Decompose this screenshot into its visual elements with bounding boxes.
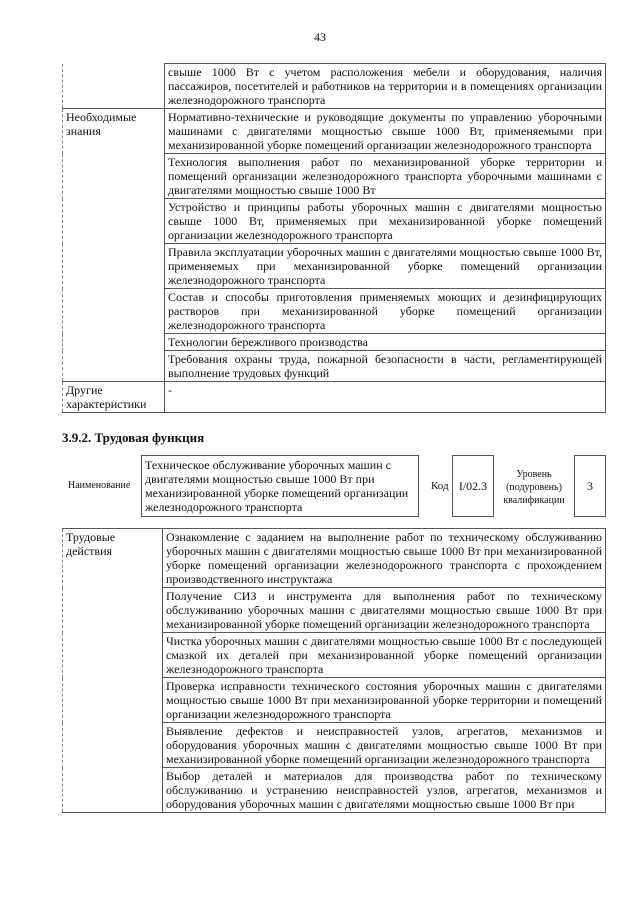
other-label: Другие характеристики [63, 382, 165, 413]
table-cell: свыше 1000 Вт с учетом расположения мебели и оборудования, наличия пассажиров, посетителей и работников на территории и в помещениях организации железнодорожного транспорта [165, 64, 606, 109]
table-cell: Проверка исправности технического состояния уборочных машин с двигателями мощностью свыше 1000 Вт при механизированной уборке территории и помещений организации железнодорожного транспорта [163, 678, 606, 723]
knowledge-table [62, 63, 606, 413]
name-label: Наименование [68, 480, 131, 491]
table-cell: Ознакомление с заданием на выполнение работ по техническому обслуживанию уборочных машин с двигателями мощностью свыше 1000 Вт при механизированной уборке помещений организации железнодорожного транспорта с прохождением производственного инструктажа [163, 529, 606, 588]
table-cell: Нормативно-технические и руководящие документы по управлению уборочными машинами с двигателями мощностью свыше 1000 Вт, применяемыми при механизированной уборке помещений организации железнодорожного транспорта [165, 109, 606, 154]
section-title: 3.9.2. Трудовая функция [62, 430, 205, 445]
level-label: Уровень (подуровень) квалификации [503, 469, 565, 506]
table-row [63, 382, 606, 413]
name-value: Техническое обслуживание уборочных машин с двигателями мощностью свыше 1000 Вт при механизированной уборке помещений организации железнодорожного транспорта [141, 455, 419, 517]
actions-label: Трудовые действия [63, 529, 163, 813]
table-cell: Требования охраны труда, пожарной безопасности в части, регламентирующей выполнение трудовых функций [165, 351, 606, 382]
table-cell: Чистка уборочных машин с двигателями мощностью свыше 1000 Вт с последующей смазкой их деталей при механизированной уборке помещений организации железнодорожного транспорта [163, 633, 606, 678]
page-number: 43 [314, 30, 326, 44]
table-row [63, 529, 606, 588]
table-cell: Технология выполнения работ по механизированной уборке территории и помещений организации железнодорожного транспорта уборочными машинами с двигателями мощностью свыше 1000 Вт [165, 154, 606, 199]
table-cell: Выбор деталей и материалов для производства работ по техническому обслуживанию и устранению неисправностей узлов, агрегатов, механизмов и оборудования уборочных машин с двигателями мощностью свыше 1000 Вт при [163, 768, 606, 813]
level-value: 3 [574, 455, 606, 517]
table-cell: Устройство и принципы работы уборочных машин с двигателями мощностью свыше 1000 Вт, применяемых при механизированной уборке помещений организации железнодорожного транспорта [165, 199, 606, 244]
table-row [63, 109, 606, 154]
table-cell: Получение СИЗ и инструмента для выполнения работ по техническому обслуживанию уборочных машин с двигателями мощностью свыше 1000 Вт при механизированной уборке помещений организации железнодорожного транспорта [163, 588, 606, 633]
knowledge-label: Необходимые знания [63, 109, 165, 382]
table-row [63, 64, 606, 109]
table-cell: Состав и способы приготовления применяемых моющих и дезинфицирующих растворов при механизированной уборке помещений организации железнодорожного транспорта [165, 289, 606, 334]
table-cell: Правила эксплуатации уборочных машин с двигателями мощностью свыше 1000 Вт, применяемых при механизированной уборке помещений организации железнодорожного транспорта [165, 244, 606, 289]
empty-label-cell [63, 64, 165, 109]
table-cell: Технологии бережливого производства [165, 334, 606, 351]
table-cell: Выявление дефектов и неисправностей узлов, агрегатов, механизмов и оборудования уборочных машин с двигателями мощностью свыше 1000 Вт при механизированной уборке помещений организации железнодорожного транспорта [163, 723, 606, 768]
other-value: - [165, 382, 606, 413]
code-label: Код [431, 480, 449, 492]
code-value: I/02.3 [452, 455, 494, 517]
actions-table [62, 528, 606, 813]
